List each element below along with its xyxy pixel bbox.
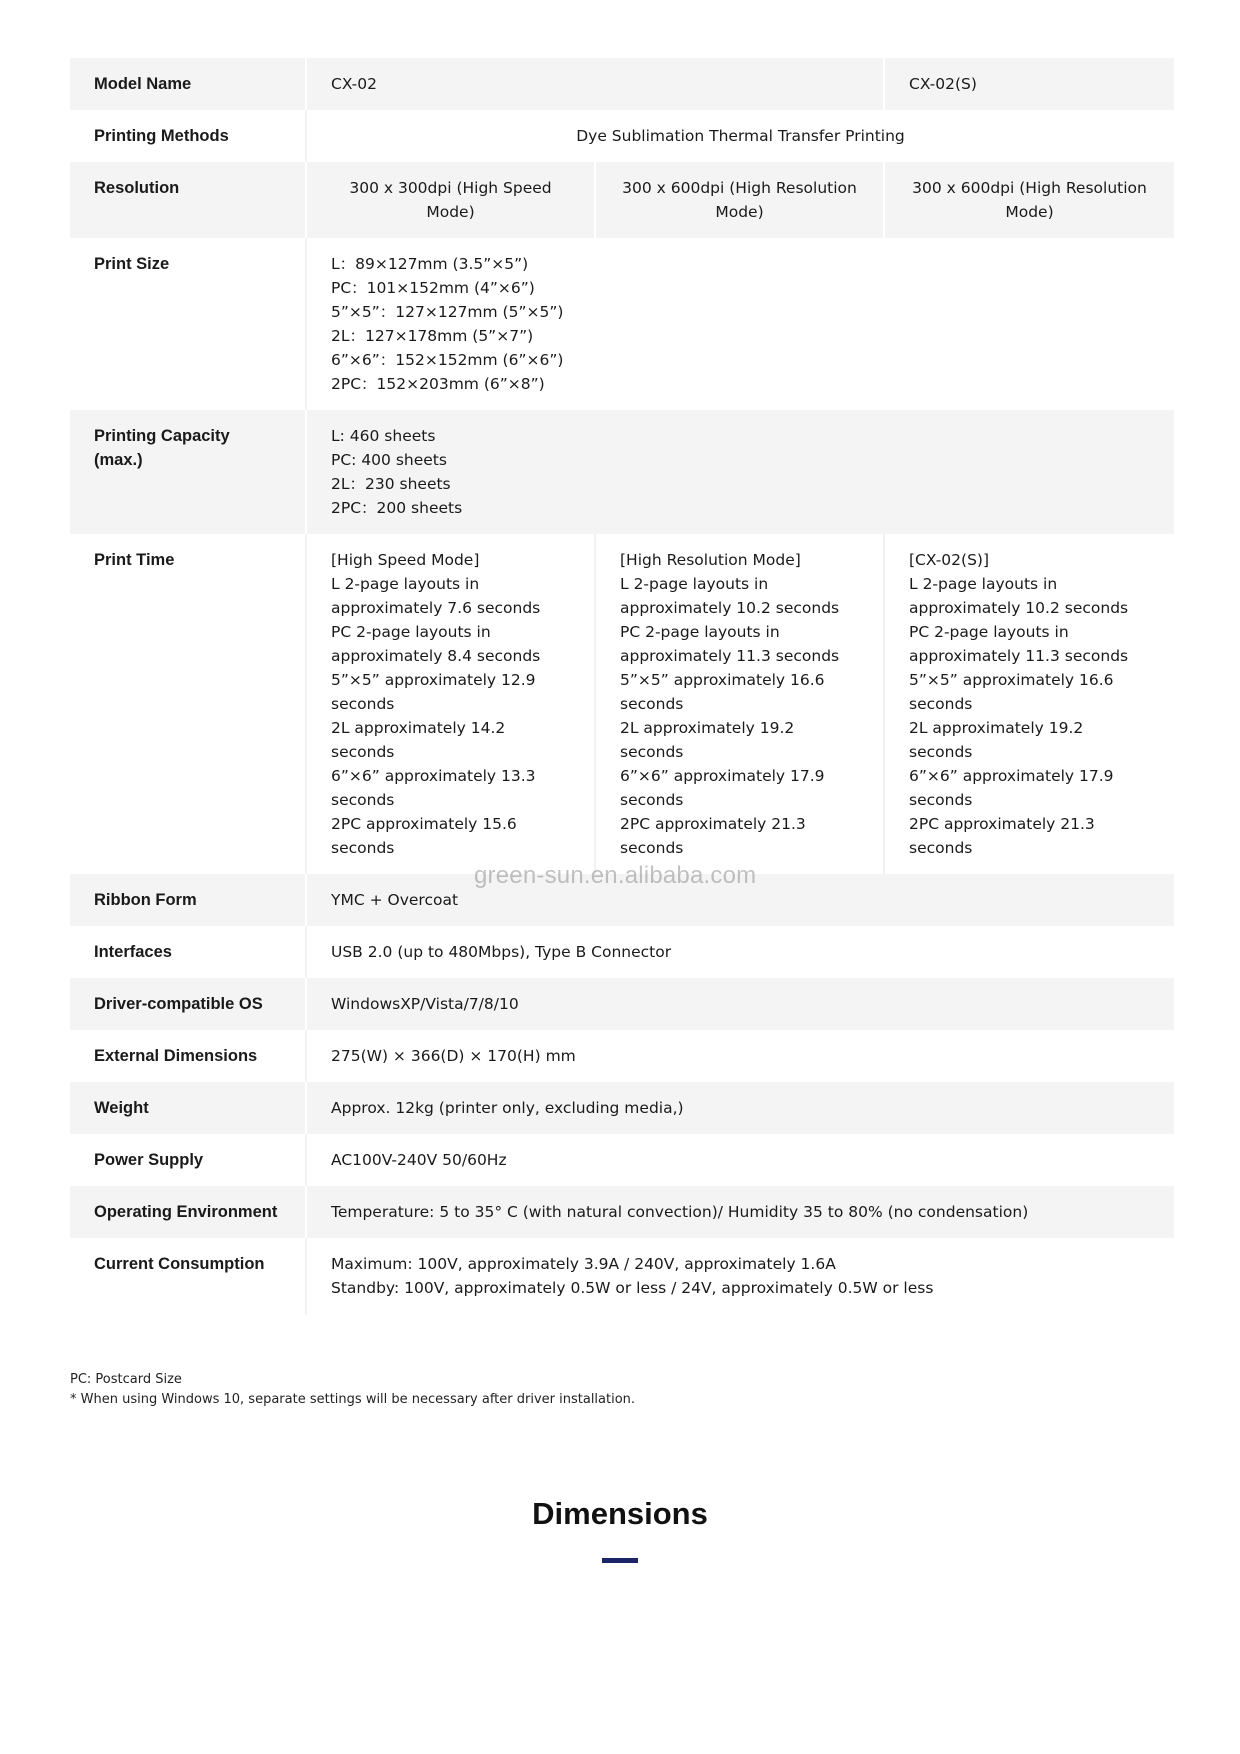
value-external-dimensions: 275(W) × 366(D) × 170(H) mm — [306, 1030, 1174, 1082]
print-size-line: PC：101×152mm (4”×6”) — [331, 279, 535, 297]
value-resolution-cx02s: 300 x 600dpi (High Resolution Mode) — [884, 162, 1174, 238]
value-ribbon-form: YMC + Overcoat — [306, 874, 1174, 926]
watermark-text: green-sun.en.alibaba.com — [474, 862, 757, 889]
print-time-line: L 2-page layouts in approximately 10.2 seconds — [620, 575, 840, 617]
label-current-consumption: Current Consumption — [70, 1238, 306, 1314]
print-time-line: 5”×5” approximately 16.6 seconds — [909, 671, 1114, 713]
value-model-cx02s: CX-02(S) — [884, 58, 1174, 110]
row-print-time — [70, 534, 1174, 874]
value-power-supply: AC100V-240V 50/60Hz — [306, 1134, 1174, 1186]
row-operating-environment — [70, 1186, 1174, 1238]
label-print-size: Print Size — [70, 238, 306, 410]
row-ribbon-form — [70, 874, 1174, 926]
row-current-consumption — [70, 1238, 1174, 1314]
capacity-line: PC: 400 sheets — [331, 451, 447, 469]
label-printing-capacity: Printing Capacity (max.) — [70, 410, 306, 534]
print-time-line: 6”×6” approximately 17.9 seconds — [620, 767, 825, 809]
print-time-line: 5”×5” approximately 16.6 seconds — [620, 671, 825, 713]
row-print-size — [70, 238, 1174, 410]
label-resolution: Resolution — [70, 162, 306, 238]
print-time-line: PC 2-page layouts in approximately 11.3 seconds — [909, 623, 1129, 665]
value-print-time-high-resolution — [595, 534, 884, 874]
consumption-line: Maximum: 100V, approximately 3.9A / 240V, approximately 1.6A — [331, 1255, 836, 1273]
print-time-line: 2L approximately 19.2 seconds — [620, 719, 795, 761]
spec-table — [70, 58, 1174, 1314]
footnotes — [70, 1370, 635, 1410]
print-size-line: 2L：127×178mm (5”×7”) — [331, 327, 534, 345]
print-time-line: 5”×5” approximately 12.9 seconds — [331, 671, 536, 713]
label-power-supply: Power Supply — [70, 1134, 306, 1186]
footnote-windows10: * When using Windows 10, separate settings will be necessary after driver installation. — [70, 1392, 636, 1407]
label-printing-methods: Printing Methods — [70, 110, 306, 162]
label-model-name: Model Name — [70, 58, 306, 110]
print-size-line: 2PC：152×203mm (6”×8”) — [331, 375, 545, 393]
print-time-line: 2PC approximately 21.3 seconds — [620, 815, 806, 857]
label-print-time: Print Time — [70, 534, 306, 874]
capacity-line: 2PC：200 sheets — [331, 499, 463, 517]
value-interfaces: USB 2.0 (up to 480Mbps), Type B Connector — [306, 926, 1174, 978]
print-time-line: 2L approximately 19.2 seconds — [909, 719, 1084, 761]
title-underline — [602, 1558, 638, 1563]
print-size-line: 6”×6”：152×152mm (6”×6”) — [331, 351, 564, 369]
row-driver-os — [70, 978, 1174, 1030]
print-time-line: 2PC approximately 15.6 seconds — [331, 815, 517, 857]
print-time-line: L 2-page layouts in approximately 7.6 seconds — [331, 575, 541, 617]
print-time-line: L 2-page layouts in approximately 10.2 seconds — [909, 575, 1129, 617]
value-print-size — [306, 238, 1174, 410]
label-operating-environment: Operating Environment — [70, 1186, 306, 1238]
print-time-line: PC 2-page layouts in approximately 8.4 seconds — [331, 623, 541, 665]
row-weight — [70, 1082, 1174, 1134]
label-external-dimensions: External Dimensions — [70, 1030, 306, 1082]
print-time-line: 6”×6” approximately 13.3 seconds — [331, 767, 536, 809]
row-power-supply — [70, 1134, 1174, 1186]
capacity-line: 2L：230 sheets — [331, 475, 451, 493]
label-weight: Weight — [70, 1082, 306, 1134]
row-external-dimensions — [70, 1030, 1174, 1082]
print-time-line: 2L approximately 14.2 seconds — [331, 719, 506, 761]
print-time-line: PC 2-page layouts in approximately 11.3 seconds — [620, 623, 840, 665]
print-size-line: 5”×5”：127×127mm (5”×5”) — [331, 303, 564, 321]
print-time-line: 2PC approximately 21.3 seconds — [909, 815, 1095, 857]
label-interfaces: Interfaces — [70, 926, 306, 978]
value-driver-os: WindowsXP/Vista/7/8/10 — [306, 978, 1174, 1030]
consumption-line: Standby: 100V, approximately 0.5W or less / 24V, approximately 0.5W or less — [331, 1279, 934, 1297]
print-time-line: [High Resolution Mode] — [620, 551, 801, 569]
value-current-consumption — [306, 1238, 1174, 1314]
footnote-postcard: PC: Postcard Size — [70, 1372, 182, 1387]
value-printing-capacity — [306, 410, 1174, 534]
row-printing-methods — [70, 110, 1174, 162]
capacity-line: L: 460 sheets — [331, 427, 436, 445]
value-resolution-high-speed: 300 x 300dpi (High Speed Mode) — [306, 162, 595, 238]
print-time-line: 6”×6” approximately 17.9 seconds — [909, 767, 1114, 809]
value-print-time-high-speed — [306, 534, 595, 874]
row-model-name — [70, 58, 1174, 110]
row-interfaces — [70, 926, 1174, 978]
value-printing-methods: Dye Sublimation Thermal Transfer Printing — [306, 110, 1174, 162]
print-time-line: [High Speed Mode] — [331, 551, 480, 569]
print-size-line: L：89×127mm (3.5”×5”) — [331, 255, 529, 273]
value-resolution-high-resolution: 300 x 600dpi (High Resolution Mode) — [595, 162, 884, 238]
label-driver-os: Driver-compatible OS — [70, 978, 306, 1030]
print-time-line: [CX-02(S)] — [909, 551, 990, 569]
value-model-cx02: CX-02 — [306, 58, 884, 110]
value-print-time-cx02s — [884, 534, 1174, 874]
value-operating-environment: Temperature: 5 to 35° C (with natural convection)/ Humidity 35 to 80% (no condensation) — [306, 1186, 1174, 1238]
section-title: Dimensions — [532, 1496, 708, 1531]
value-weight: Approx. 12kg (printer only, excluding media,) — [306, 1082, 1174, 1134]
label-ribbon-form: Ribbon Form — [70, 874, 306, 926]
row-resolution — [70, 162, 1174, 238]
row-printing-capacity — [70, 410, 1174, 534]
